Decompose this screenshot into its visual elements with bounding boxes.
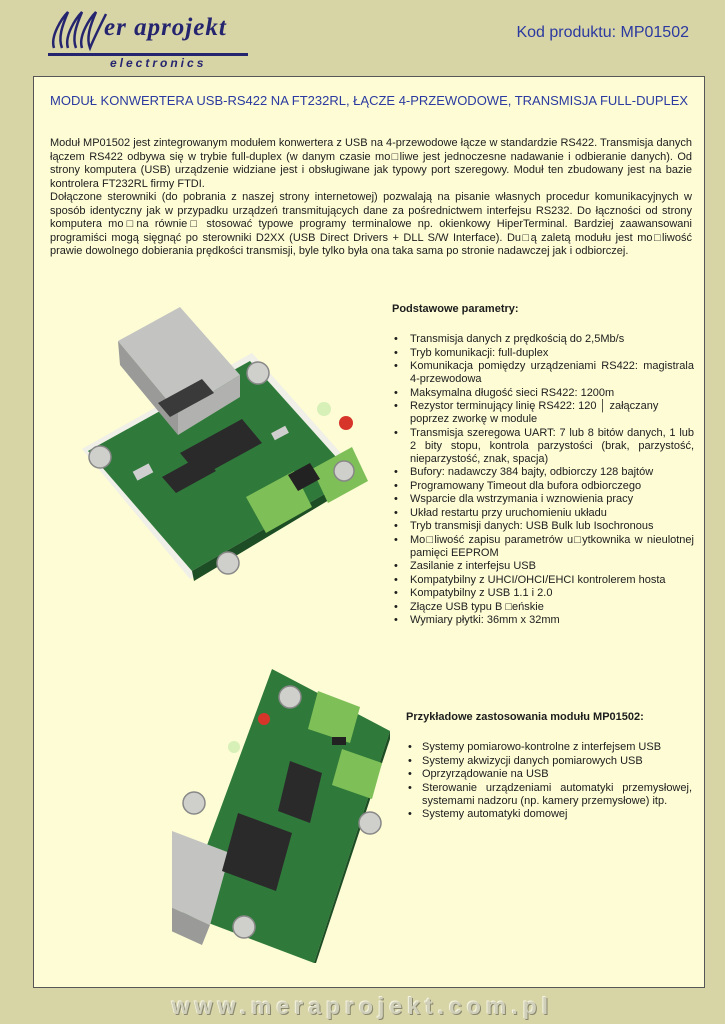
logo-tagline: electronics	[110, 56, 207, 70]
apps-title: Przykładowe zastosowania modułu MP01502:	[406, 711, 644, 723]
list-item: • Transmisja szeregowa UART: 7 lub 8 bitów danych, 1 lub 2 bity stopu, kontrola parzystości (brak, parzystość, nieparzystość, znak, spacja)	[392, 427, 694, 466]
list-item: • Tryb komunikacji: full-duplex	[392, 347, 694, 360]
list-item: • Tryb transmisji danych: USB Bulk lub Isochronous	[392, 520, 694, 533]
list-item: • Mo□liwość zapisu parametrów u□ytkownika w nieulotnej pamięci EEPROM	[392, 534, 694, 560]
list-item: • Wsparcie dla wstrzymania i wznowienia pracy	[392, 493, 694, 506]
apps-list	[406, 741, 692, 821]
description	[50, 137, 692, 259]
page-title: MODUŁ KONWERTERA USB-RS422 NA FT232RL, ŁĄCZE 4-PRZEWODOWE, TRANSMISJA FULL-DUPLEX	[50, 93, 689, 108]
basic-parameters	[392, 303, 694, 628]
params-list	[392, 333, 694, 627]
description-paragraph: Dołączone sterowniki (do pobrania z naszej strony internetowej) pozwalają na pisanie własnych procedur komunikacyjnych w sposób identyczny jak w przypadku urządzeń transmitujących dane za pośrednictwem interfejsu RS232. Do łączności od strony komputera mo□na równie□ stosować typowe programy terminalowe np. okienkowy HiperTerminal. Bardziej zaawansowani programiści mogą sięgnąć po sterowniki D2XX (USB Direct Drivers + DLL S/W Interface). Du□ą zaletą modułu jest mo□liwość prawie dowolnego dobierania prędkości transmisji, byle tylko była ona taka sama po stronie nadawczej jak i odbiorczej.	[50, 191, 692, 257]
list-item: • Programowany Timeout dla bufora odbiorczego	[392, 480, 694, 493]
content-panel	[33, 76, 705, 988]
list-item: • Bufory: nadawczy 384 bajty, odbiorczy 128 bajtów	[392, 466, 694, 479]
logo-wordmark: er aprojekt	[104, 14, 227, 41]
params-title: Podstawowe parametry:	[392, 303, 519, 315]
list-item: • Systemy automatyki domowej	[406, 808, 692, 821]
list-item: • Maksymalna długość sieci RS422: 1200m	[392, 387, 694, 400]
list-item: • Złącze USB typu B □eńskie	[392, 601, 694, 614]
logo-swirl-icon	[48, 8, 110, 56]
list-item: • Komunikacja pomiędzy urządzeniami RS422: magistrala 4-przewodowa	[392, 360, 694, 386]
list-item: • Układ restartu przy uruchomieniu układu	[392, 507, 694, 520]
module-photo-top	[62, 301, 382, 601]
module-photo-angled	[172, 663, 390, 963]
list-item: • Transmisja danych z prędkością do 2,5Mb/s	[392, 333, 694, 346]
list-item: • Kompatybilny z UHCI/OHCI/EHCI kontrolerem hosta	[392, 574, 694, 587]
description-paragraph: Moduł MP01502 jest zintegrowanym modułem konwertera z USB na 4-przewodowe łącze w standardzie RS422. Transmisja danych łączem RS422 odbywa się w trybie full-duplex (w danym czasie mo□liwe jest jednoczesne nadawanie i odbieranie danych). Od strony komputera (USB) urządzenie widziane jest i obsługiwane jak typowy port szeregowy. Moduł ten zbudowany jest na bazie kontrolera FT232RL firmy FTDI.	[50, 137, 692, 190]
list-item: • Zasilanie z interfejsu USB	[392, 560, 694, 573]
list-item: • Rezystor terminujący linię RS422: 120 │ załączany poprzez zworkę w module	[392, 400, 694, 426]
list-item: • Kompatybilny z USB 1.1 i 2.0	[392, 587, 694, 600]
list-item: • Wymiary płytki: 36mm x 32mm	[392, 614, 694, 627]
list-item: • Systemy akwizycji danych pomiarowych USB	[406, 755, 692, 768]
list-item: • Sterowanie urządzeniami automatyki przemysłowej, systemami nadzoru (np. kamery przemysłowe) itp.	[406, 782, 692, 808]
website-url[interactable]: www.meraprojekt.com.pl	[171, 993, 554, 1019]
list-item: • Systemy pomiarowo-kontrolne z interfejsem USB	[406, 741, 692, 754]
brand-logo	[48, 8, 248, 70]
example-applications	[406, 711, 692, 822]
list-item: • Oprzyrządowanie na USB	[406, 768, 692, 781]
product-code: Kod produktu: MP01502	[516, 24, 689, 41]
